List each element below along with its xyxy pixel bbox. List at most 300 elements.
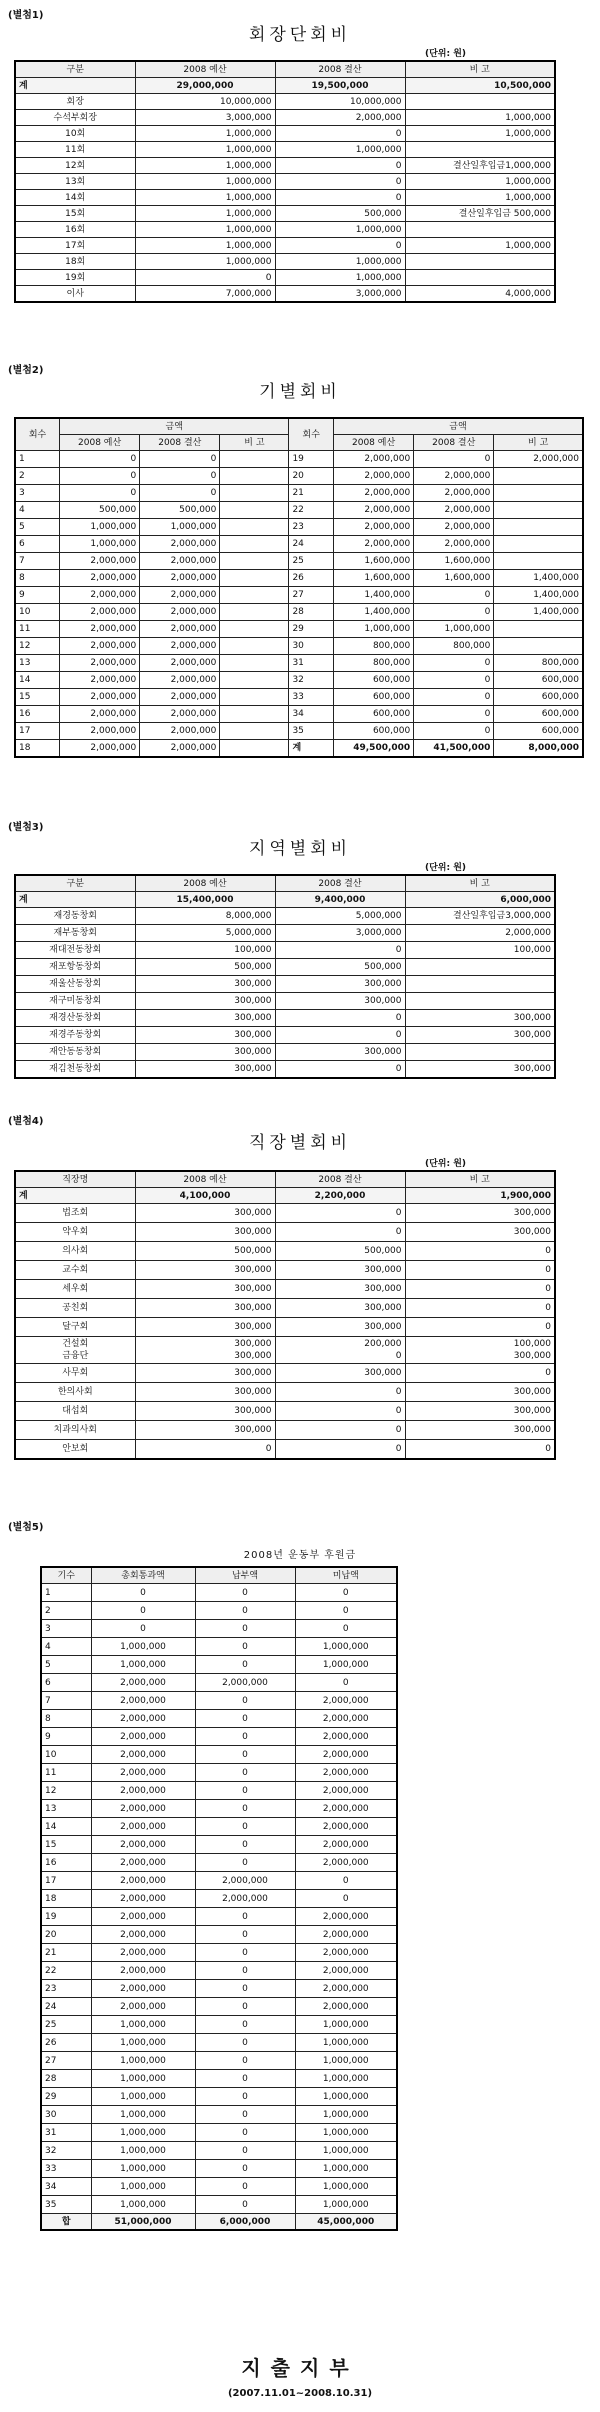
row-budget: 2,000,000 (60, 689, 140, 706)
row-budget: 300,000 (135, 1027, 275, 1044)
row-note: 300,000 (405, 1204, 555, 1223)
row-approved: 2,000,000 (91, 1980, 195, 1998)
row-paid: 0 (195, 1710, 295, 1728)
row-note: 0 (405, 1364, 555, 1383)
table-row (41, 2070, 397, 2088)
row-settle: 300,000 (275, 993, 405, 1010)
row-note (220, 485, 289, 502)
row-label: 공친회 (15, 1299, 135, 1318)
row-label: 재구미동창회 (15, 993, 135, 1010)
row-note (220, 655, 289, 672)
row-approved: 0 (91, 1584, 195, 1602)
row-note: 8,000,000 (494, 740, 583, 758)
table-row (41, 2160, 397, 2178)
row-gisu: 1 (15, 451, 60, 468)
row-gisu: 10 (15, 604, 60, 621)
row-settle: 41,500,000 (414, 740, 494, 758)
table-row (41, 1836, 397, 1854)
row-unpaid: 0 (295, 1674, 397, 1692)
table-row (41, 2088, 397, 2106)
row-approved: 1,000,000 (91, 2052, 195, 2070)
table-4 (14, 1170, 556, 1460)
table-row (15, 570, 583, 587)
row-settle: 5,000,000 (275, 908, 405, 925)
row-note: 0 (405, 1242, 555, 1261)
row-label: 16회 (15, 222, 135, 238)
row-paid: 0 (195, 1980, 295, 1998)
row-note: 300,000 (405, 1421, 555, 1440)
total-row (15, 892, 555, 908)
table-row (15, 126, 555, 142)
section-1-title: 회장단회비 (248, 25, 352, 45)
row-approved: 2,000,000 (91, 1926, 195, 1944)
row-gisu: 20 (41, 1926, 91, 1944)
row-budget: 2,000,000 (60, 621, 140, 638)
row-settle: 0 (275, 1440, 405, 1460)
row-settle: 0 (275, 174, 405, 190)
row-gisu: 29 (289, 621, 334, 638)
row-note (220, 723, 289, 740)
row-paid: 0 (195, 1728, 295, 1746)
row-gisu: 12 (41, 1782, 91, 1800)
row-gisu: 30 (41, 2106, 91, 2124)
row-note: 1,400,000 (494, 604, 583, 621)
row-note (494, 519, 583, 536)
row-budget: 2,000,000 (334, 502, 414, 519)
row-settle: 1,000,000 (275, 222, 405, 238)
row-approved: 2,000,000 (91, 1962, 195, 1980)
row-label: 11회 (15, 142, 135, 158)
row-approved: 2,000,000 (91, 1692, 195, 1710)
table-row (41, 2124, 397, 2142)
row-note (494, 638, 583, 655)
row-approved: 2,000,000 (91, 1746, 195, 1764)
table-row (15, 1402, 555, 1421)
row-approved: 0 (91, 1602, 195, 1620)
row-approved: 1,000,000 (91, 2160, 195, 2178)
row-note: 1,000,000 (405, 190, 555, 206)
row-unpaid: 2,000,000 (295, 1782, 397, 1800)
row-label: 법조회 (15, 1204, 135, 1223)
table-row (15, 206, 555, 222)
row-budget: 300,000 (135, 1299, 275, 1318)
table-row (41, 2196, 397, 2214)
row-paid: 0 (195, 1656, 295, 1674)
row-gisu: 25 (289, 553, 334, 570)
row-budget: 1,000,000 (135, 174, 275, 190)
row-note: 300,000 (405, 1383, 555, 1402)
row-note (220, 706, 289, 723)
row-budget: 1,400,000 (334, 604, 414, 621)
row-settle: 1,000,000 (275, 270, 405, 286)
row-gisu: 9 (15, 587, 60, 604)
total-approved: 51,000,000 (91, 2214, 195, 2231)
table-row (15, 672, 583, 689)
row-settle: 0 (275, 1027, 405, 1044)
row-note: 1,400,000 (494, 570, 583, 587)
row-unpaid: 1,000,000 (295, 2052, 397, 2070)
row-budget: 2,000,000 (60, 706, 140, 723)
row-budget: 1,000,000 (135, 126, 275, 142)
row-note: 600,000 (494, 672, 583, 689)
row-unpaid: 1,000,000 (295, 2160, 397, 2178)
table-row (15, 959, 555, 976)
row-settle: 500,000 (275, 206, 405, 222)
row-settle: 1,600,000 (414, 570, 494, 587)
row-settle: 2,000,000 (140, 706, 220, 723)
row-unpaid: 1,000,000 (295, 1656, 397, 1674)
row-note: 800,000 (494, 655, 583, 672)
row-settle: 500,000 (140, 502, 220, 519)
row-note: 600,000 (494, 723, 583, 740)
total-budget: 29,000,000 (135, 78, 275, 94)
table-row (15, 1299, 555, 1318)
row-gisu: 18 (41, 1890, 91, 1908)
row-note (220, 672, 289, 689)
row-budget: 300,000 (135, 1223, 275, 1242)
row-paid: 0 (195, 2088, 295, 2106)
row-budget: 5,000,000 (135, 925, 275, 942)
row-budget: 500,000 (135, 1242, 275, 1261)
row-gisu: 24 (41, 1998, 91, 2016)
row-note (220, 587, 289, 604)
total-unpaid: 45,000,000 (295, 2214, 397, 2231)
row-budget: 2,000,000 (60, 570, 140, 587)
row-label: 이사 (15, 286, 135, 303)
table-row (41, 2016, 397, 2034)
row-settle: 0 (414, 689, 494, 706)
row-note: 0 (405, 1440, 555, 1460)
row-gisu: 11 (15, 621, 60, 638)
row-paid: 0 (195, 2034, 295, 2052)
row-label: 치과의사회 (15, 1421, 135, 1440)
row-note (494, 468, 583, 485)
row-gisu: 9 (41, 1728, 91, 1746)
row-budget: 7,000,000 (135, 286, 275, 303)
row-label: 사무회 (15, 1364, 135, 1383)
row-unpaid: 2,000,000 (295, 1818, 397, 1836)
row-paid: 0 (195, 2070, 295, 2088)
row-gisu: 27 (41, 2052, 91, 2070)
row-gisu: 23 (41, 1980, 91, 1998)
row-settle: 0 (275, 1383, 405, 1402)
row-settle: 2,000,000 (414, 536, 494, 553)
table-row (15, 174, 555, 190)
table-row (41, 1908, 397, 1926)
table-row (41, 1584, 397, 1602)
row-gisu: 19 (289, 451, 334, 468)
row-unpaid: 2,000,000 (295, 1746, 397, 1764)
row-approved: 1,000,000 (91, 1638, 195, 1656)
row-unpaid: 2,000,000 (295, 1998, 397, 2016)
row-budget: 1,000,000 (135, 142, 275, 158)
row-gisu: 15 (41, 1836, 91, 1854)
row-label: 13회 (15, 174, 135, 190)
row-note (220, 451, 289, 468)
table-row (15, 1383, 555, 1402)
col-header: 2008 결산 (275, 1171, 405, 1188)
table-row (41, 1854, 397, 1872)
row-approved: 1,000,000 (91, 2142, 195, 2160)
table-row (41, 1782, 397, 1800)
section-1-tag: (별첨1) (8, 10, 44, 21)
row-gisu: 5 (15, 519, 60, 536)
row-settle: 0 (414, 604, 494, 621)
row-budget: 10,000,000 (135, 94, 275, 110)
table-row (41, 2052, 397, 2070)
table-row (15, 190, 555, 206)
row-label: 10회 (15, 126, 135, 142)
table-row (41, 1944, 397, 1962)
row-settle: 2,000,000 (140, 570, 220, 587)
total-row (15, 78, 555, 94)
row-budget: 600,000 (334, 689, 414, 706)
row-gisu: 31 (41, 2124, 91, 2142)
table-row (15, 1027, 555, 1044)
col-header: 비 고 (405, 875, 555, 892)
row-budget: 1,400,000 (334, 587, 414, 604)
row-paid: 2,000,000 (195, 1872, 295, 1890)
row-note: 300,000 (405, 1010, 555, 1027)
row-gisu: 26 (289, 570, 334, 587)
row-note: 0 (405, 1261, 555, 1280)
row-approved: 2,000,000 (91, 1854, 195, 1872)
section-1-unit: (단위: 원) (425, 49, 467, 59)
table-row (15, 1061, 555, 1079)
row-note (220, 536, 289, 553)
table-row (15, 740, 583, 758)
row-settle: 300,000 (275, 1044, 405, 1061)
row-note: 300,000 (405, 1061, 555, 1079)
footer-title: 지출지부 (241, 2356, 359, 2380)
col-header: 금액 (60, 418, 289, 435)
row-gisu: 11 (41, 1764, 91, 1782)
table-row (15, 1242, 555, 1261)
row-gisu: 33 (289, 689, 334, 706)
row-note: 1,000,000 (405, 238, 555, 254)
row-settle: 3,000,000 (275, 286, 405, 303)
row-label: 대섭회 (15, 1402, 135, 1421)
row-settle: 0 (140, 485, 220, 502)
row-note: 1,000,000 (405, 126, 555, 142)
table-row (41, 1692, 397, 1710)
row-budget: 600,000 (334, 723, 414, 740)
row-budget: 1,000,000 (135, 190, 275, 206)
row-gisu: 27 (289, 587, 334, 604)
table-row (15, 142, 555, 158)
row-approved: 2,000,000 (91, 1872, 195, 1890)
section-2-tag: (별첨2) (8, 365, 44, 376)
section-5-caption: 2008년 운동부 후원금 (243, 1550, 357, 1561)
row-approved: 2,000,000 (91, 1674, 195, 1692)
row-note: 300,000 (405, 1223, 555, 1242)
row-settle: 1,000,000 (275, 142, 405, 158)
row-budget: 2,000,000 (60, 587, 140, 604)
row-gisu: 3 (41, 1620, 91, 1638)
row-budget: 300,000 (135, 1010, 275, 1027)
row-budget: 300,000 (135, 1421, 275, 1440)
table-row (15, 1440, 555, 1460)
row-approved: 1,000,000 (91, 2106, 195, 2124)
total-note: 10,500,000 (405, 78, 555, 94)
row-label: 15회 (15, 206, 135, 222)
row-budget: 3,000,000 (135, 110, 275, 126)
row-note: 0 (405, 1299, 555, 1318)
row-note (494, 553, 583, 570)
row-unpaid: 1,000,000 (295, 2142, 397, 2160)
table-row (15, 468, 583, 485)
row-settle: 2,000,000 (140, 553, 220, 570)
section-3-unit: (단위: 원) (425, 863, 467, 873)
row-settle: 300,000 (275, 976, 405, 993)
row-label: 17회 (15, 238, 135, 254)
row-paid: 2,000,000 (195, 1890, 295, 1908)
row-note (405, 94, 555, 110)
row-budget: 0 (60, 485, 140, 502)
table-row (41, 1710, 397, 1728)
section-4-unit: (단위: 원) (425, 1159, 467, 1169)
row-label: 12회 (15, 158, 135, 174)
row-settle: 0 (275, 158, 405, 174)
row-label: 재부동창회 (15, 925, 135, 942)
row-note: 결산일후입금1,000,000 (405, 158, 555, 174)
row-settle: 300,000 (275, 1299, 405, 1318)
row-approved: 2,000,000 (91, 1800, 195, 1818)
row-budget: 300,000 (135, 1044, 275, 1061)
table-row (15, 536, 583, 553)
table-row (41, 1818, 397, 1836)
table-3-header (15, 875, 555, 892)
table-row (41, 1656, 397, 1674)
col-header: 구분 (15, 61, 135, 78)
table-4-header (15, 1171, 555, 1188)
row-settle: 500,000 (275, 1242, 405, 1261)
row-gisu: 17 (15, 723, 60, 740)
row-gisu: 14 (15, 672, 60, 689)
row-gisu: 2 (15, 468, 60, 485)
row-paid: 0 (195, 2178, 295, 2196)
row-budget: 1,000,000 (135, 206, 275, 222)
row-unpaid: 2,000,000 (295, 1728, 397, 1746)
table-row (15, 723, 583, 740)
row-settle: 2,000,000 (140, 536, 220, 553)
row-gisu: 8 (15, 570, 60, 587)
row-budget: 300,000 (135, 1318, 275, 1337)
row-note: 결산일후입금 500,000 (405, 206, 555, 222)
table-row (15, 706, 583, 723)
section-2-title: 기별회비 (259, 382, 341, 402)
row-paid: 0 (195, 2106, 295, 2124)
row-note: 2,000,000 (405, 925, 555, 942)
row-gisu: 계 (289, 740, 334, 758)
row-budget: 500,000 (60, 502, 140, 519)
row-note (405, 1044, 555, 1061)
row-gisu: 23 (289, 519, 334, 536)
row-settle: 800,000 (414, 638, 494, 655)
col-header: 금액 (334, 418, 584, 435)
row-budget: 300,000 (135, 1261, 275, 1280)
row-budget: 300,000 300,000 (135, 1337, 275, 1364)
row-gisu: 7 (15, 553, 60, 570)
row-settle: 0 (275, 238, 405, 254)
row-note (220, 740, 289, 758)
col-header: 회수 (15, 418, 60, 451)
table-row (15, 604, 583, 621)
row-approved: 2,000,000 (91, 1944, 195, 1962)
row-note (405, 270, 555, 286)
row-note: 2,000,000 (494, 451, 583, 468)
row-settle: 2,000,000 (140, 723, 220, 740)
row-unpaid: 2,000,000 (295, 1836, 397, 1854)
table-row (15, 655, 583, 672)
row-gisu: 4 (15, 502, 60, 519)
row-budget: 0 (135, 270, 275, 286)
row-label: 달구회 (15, 1318, 135, 1337)
table-row (15, 158, 555, 174)
row-label: 세우회 (15, 1280, 135, 1299)
total-budget: 15,400,000 (135, 892, 275, 908)
row-approved: 1,000,000 (91, 2034, 195, 2052)
table-row (15, 689, 583, 706)
row-settle: 200,000 0 (275, 1337, 405, 1364)
col-header: 비 고 (494, 435, 583, 451)
table-3 (14, 874, 556, 1079)
table-row (15, 485, 583, 502)
row-budget: 100,000 (135, 942, 275, 959)
row-label: 교수회 (15, 1261, 135, 1280)
row-settle: 2,000,000 (140, 638, 220, 655)
row-unpaid: 2,000,000 (295, 1800, 397, 1818)
table-row (41, 1926, 397, 1944)
row-budget: 2,000,000 (60, 672, 140, 689)
row-budget: 1,000,000 (135, 158, 275, 174)
row-gisu: 24 (289, 536, 334, 553)
row-approved: 1,000,000 (91, 2124, 195, 2142)
row-unpaid: 1,000,000 (295, 2124, 397, 2142)
row-gisu: 15 (15, 689, 60, 706)
col-header: 2008 결산 (275, 875, 405, 892)
table-row (41, 1764, 397, 1782)
row-paid: 0 (195, 1602, 295, 1620)
row-gisu: 7 (41, 1692, 91, 1710)
table-row (15, 1010, 555, 1027)
total-settle: 2,200,000 (275, 1188, 405, 1204)
row-label: 19회 (15, 270, 135, 286)
row-settle: 300,000 (275, 1280, 405, 1299)
table-row (41, 1674, 397, 1692)
row-unpaid: 0 (295, 1890, 397, 1908)
row-gisu: 6 (41, 1674, 91, 1692)
row-gisu: 32 (289, 672, 334, 689)
row-paid: 0 (195, 1962, 295, 1980)
table-row (15, 976, 555, 993)
row-gisu: 33 (41, 2160, 91, 2178)
row-unpaid: 1,000,000 (295, 2088, 397, 2106)
table-row (15, 942, 555, 959)
row-approved: 2,000,000 (91, 1818, 195, 1836)
table-row (41, 1962, 397, 1980)
row-note (220, 638, 289, 655)
row-approved: 2,000,000 (91, 1710, 195, 1728)
table-row (15, 925, 555, 942)
row-settle: 0 (414, 672, 494, 689)
row-note: 300,000 (405, 1027, 555, 1044)
table-row (15, 621, 583, 638)
row-gisu: 10 (41, 1746, 91, 1764)
row-gisu: 28 (41, 2070, 91, 2088)
table-5 (40, 1566, 398, 2231)
row-settle: 0 (414, 723, 494, 740)
